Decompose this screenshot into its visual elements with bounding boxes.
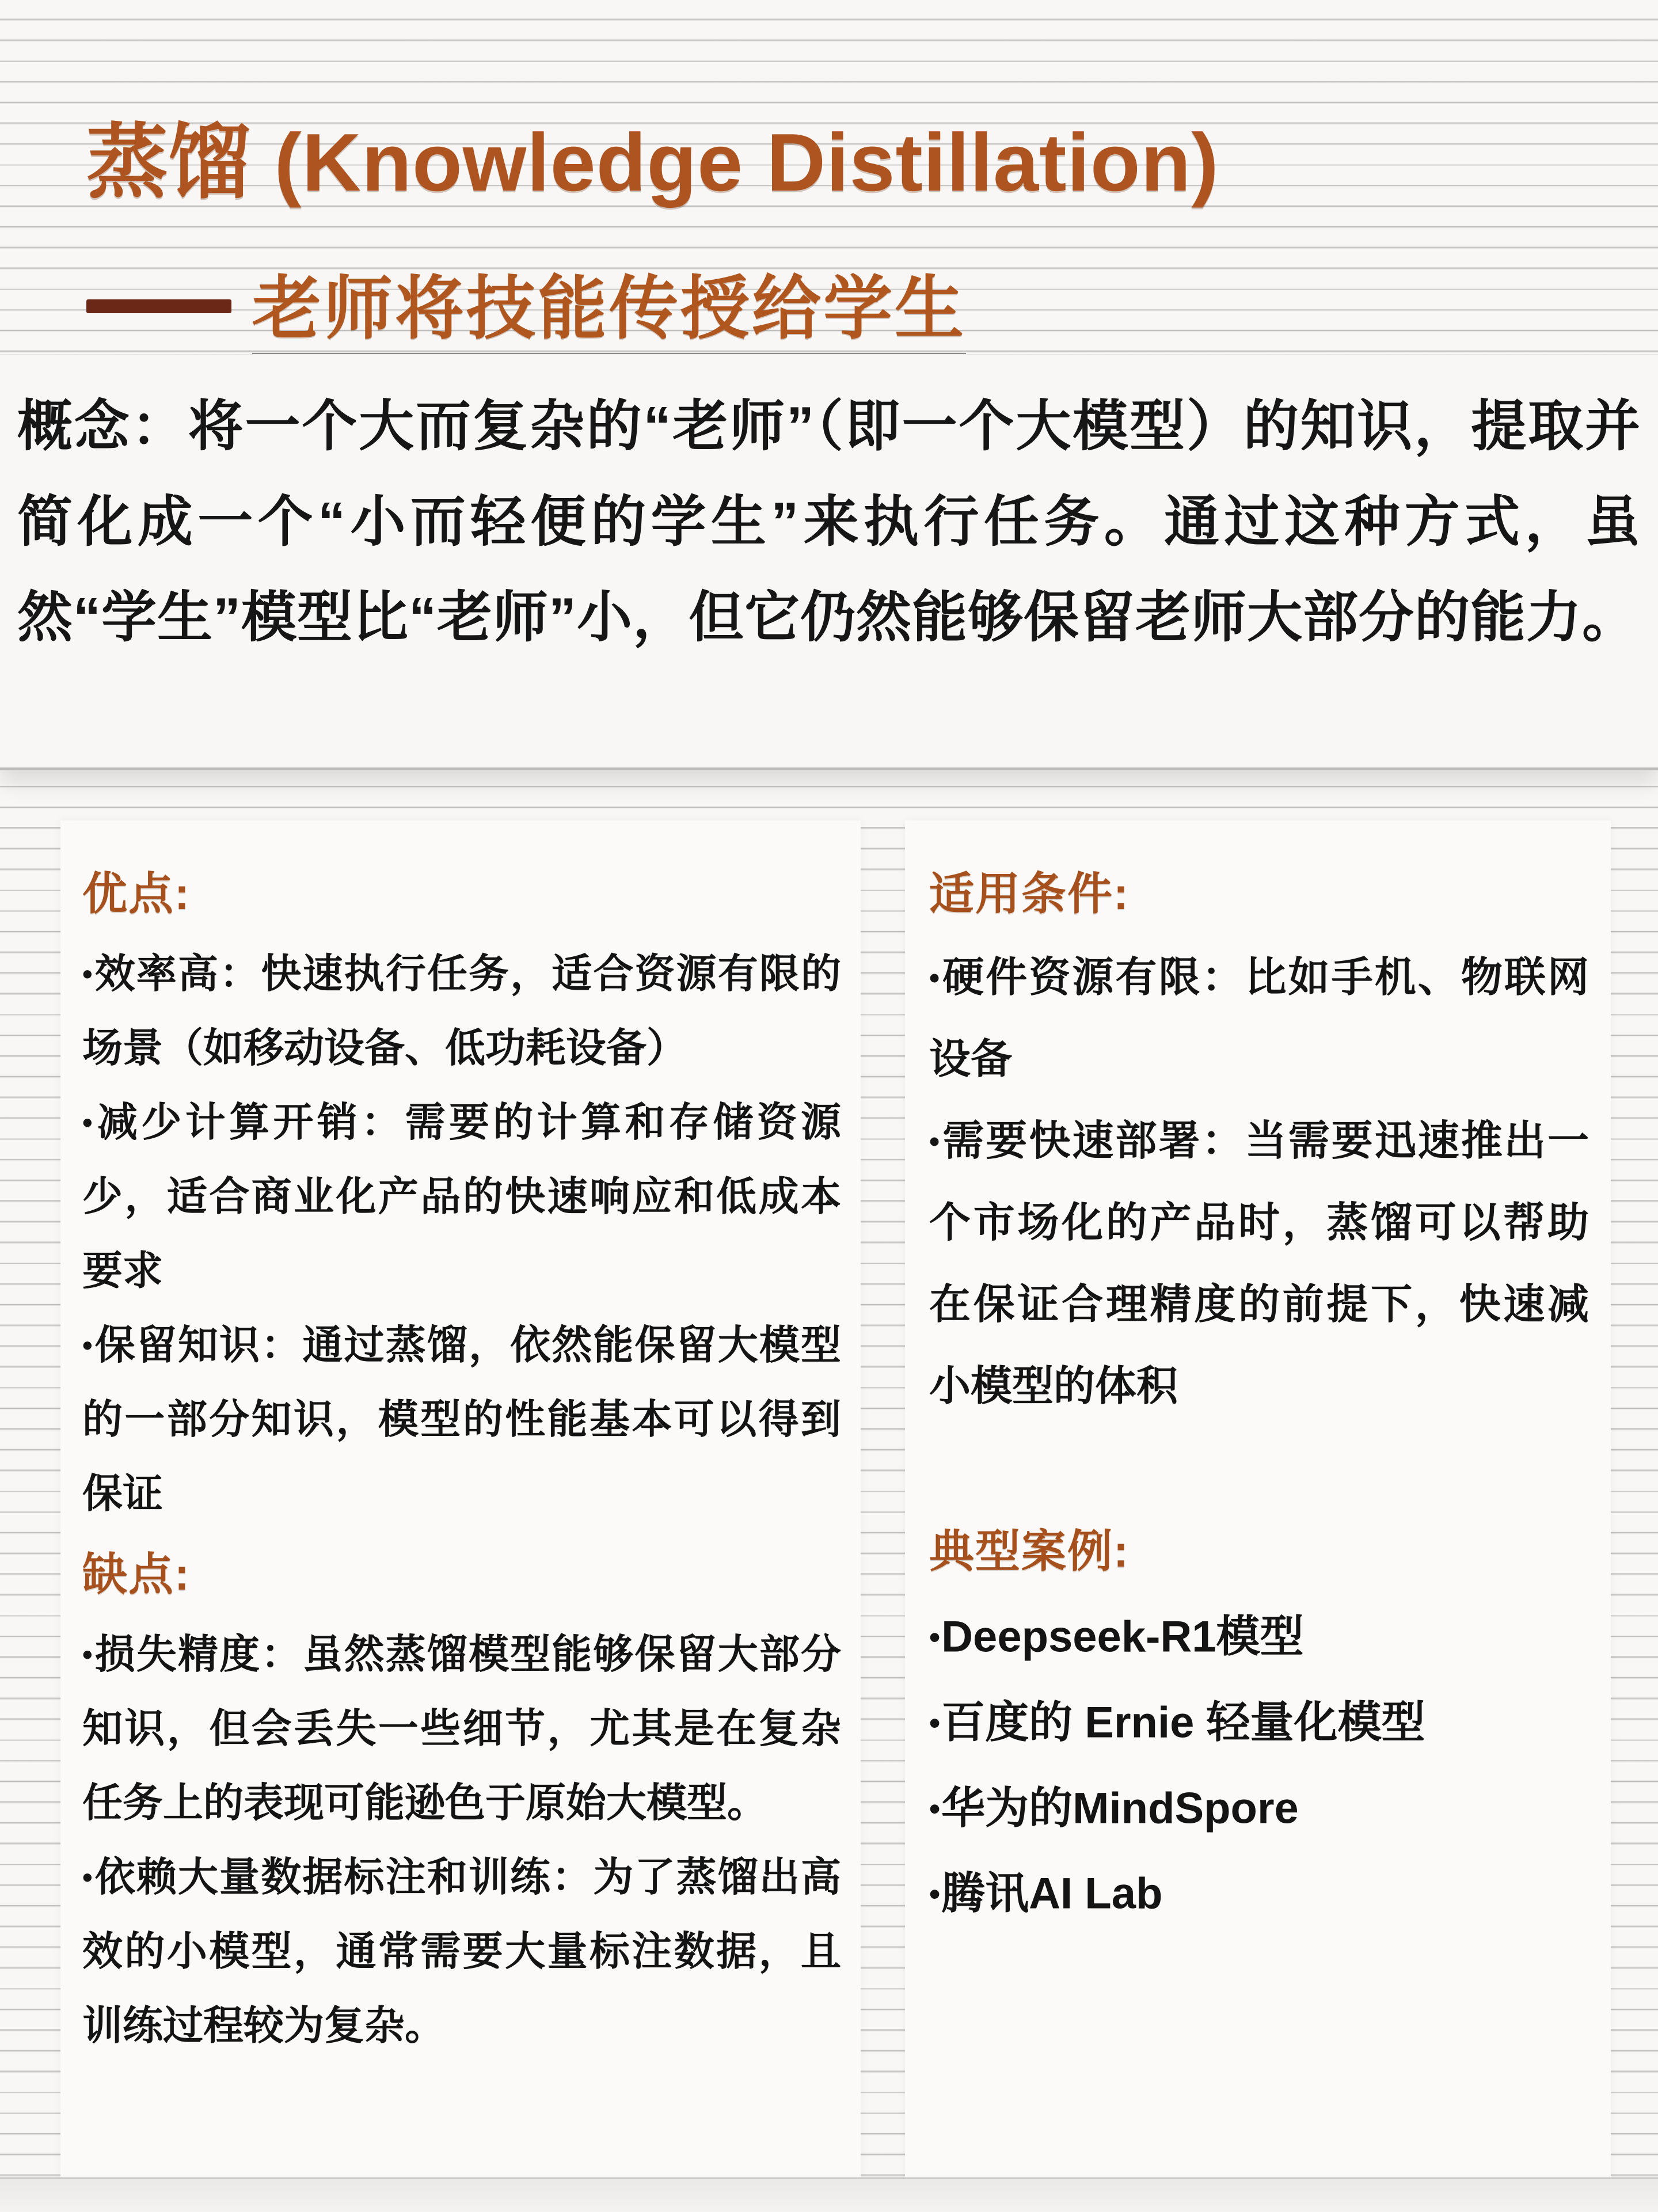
footer-band (0, 2177, 1658, 2212)
bullet-icon: • (929, 1705, 941, 1740)
item-desc: 比如手机、物联网设备 (929, 955, 1589, 1083)
subtitle-row (86, 253, 1583, 359)
item-desc: 通过蒸馏，依然能保留大模型的一部分知识，模型的性能基本可以得到保证 (82, 1322, 841, 1517)
bullet-icon: • (929, 1790, 941, 1826)
item-desc: 为了蒸馏出高效的小模型，通常需要大量标注数据，且训练过程较为复杂。 (82, 1854, 842, 2048)
bullet-icon: • (929, 1876, 941, 1912)
item-term: 保留知识： (93, 1322, 303, 1368)
conditions-header: 适用条件: (929, 868, 1130, 919)
pros-cons-card (60, 820, 861, 2177)
case-item-deepseek (929, 1594, 1589, 1680)
cons-header: 缺点: (82, 1549, 191, 1600)
page-subtitle: 老师将技能传授给学生 (252, 253, 966, 359)
conditions-cases-card (905, 820, 1611, 2177)
cons-item-data-dependency (82, 1840, 841, 2063)
case-text: Deepseek-R1模型 (941, 1613, 1304, 1662)
pros-item-low-compute (82, 1085, 841, 1308)
item-desc: 快速执行任务，适合资源有限的场景（如移动设备、低功耗设备） (82, 951, 842, 1071)
case-text: 腾讯AI Lab (941, 1869, 1163, 1918)
item-term: 效率高： (93, 951, 261, 997)
item-term: 依赖大量数据标注和训练： (93, 1854, 594, 1900)
bullet-icon: • (82, 1106, 93, 1139)
title-block (86, 97, 1583, 359)
item-term: 硬件资源有限： (941, 955, 1245, 1001)
case-text: 华为的MindSpore (941, 1784, 1299, 1833)
cases-block (929, 1508, 1589, 1936)
bullet-icon: • (82, 1329, 93, 1362)
item-desc: 需要的计算和存储资源少，适合商业化产品的快速响应和低成本要求 (82, 1100, 842, 1294)
case-item-baidu-ernie (929, 1680, 1589, 1766)
bullet-icon: • (82, 1861, 93, 1894)
cons-item-accuracy-loss (82, 1617, 841, 1840)
pros-item-keep-knowledge (82, 1308, 841, 1531)
case-item-tencent-ailab (929, 1851, 1589, 1937)
item-term: 减少计算开销： (93, 1100, 405, 1145)
concept-card (0, 354, 1658, 767)
bullet-icon: • (929, 1124, 940, 1158)
page-title: 蒸馏 (Knowledge Distillation) (86, 117, 1219, 208)
bullet-icon: • (929, 1619, 941, 1655)
item-desc: 虽然蒸馏模型能够保留大部分知识，但会丢失一些细节，尤其是在复杂任务上的表现可能逊色于原始大模型。 (82, 1632, 841, 1826)
item-term: 损失精度： (93, 1632, 303, 1677)
pros-header: 优点: (82, 868, 191, 919)
bullet-icon: • (82, 1638, 93, 1671)
bullet-icon: • (82, 957, 93, 990)
em-dash-rule (86, 299, 231, 313)
case-item-huawei-mindspore (929, 1766, 1589, 1852)
pros-item-efficiency (82, 937, 841, 1085)
concept-text: 概念：将一个大而复杂的“老师”（即一个大模型）的知识，提取并简化成一个“小而轻便的学生”来执行任务。通过这种方式，虽然“学生”模型比“老师”小，但它仍然能够保留老师大部分的能力。 (17, 396, 1641, 648)
item-term: 需要快速部署： (941, 1118, 1245, 1165)
case-text: 百度的 Ernie 轻量化模型 (941, 1698, 1425, 1747)
condition-item-limited-hardware (929, 937, 1589, 1100)
cases-header: 典型案例: (929, 1526, 1130, 1577)
item-desc: 当需要迅速推出一个市场化的产品时，蒸馏可以帮助在保证合理精度的前提下，快速减小模型的体积 (929, 1118, 1589, 1410)
bullet-icon: • (929, 961, 940, 994)
condition-item-fast-deploy (929, 1100, 1589, 1427)
